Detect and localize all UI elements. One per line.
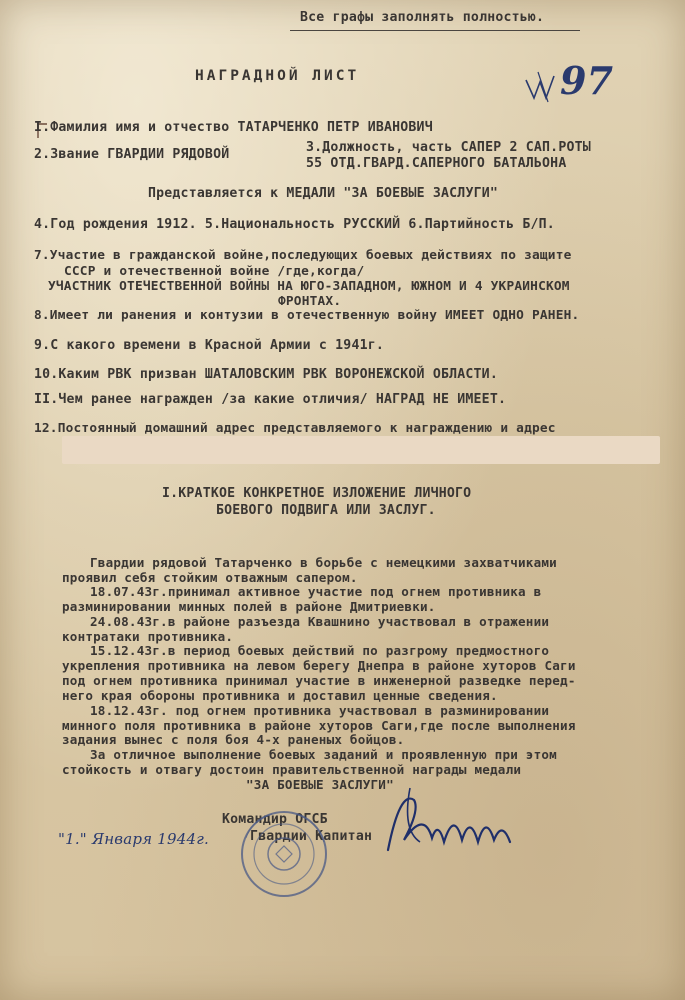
narrative-line: 24.08.43г.в районе разъезда Квашнино участвовал в отражении: [90, 614, 550, 629]
narrative-line: проявил себя стойким отважным сапером.: [62, 570, 358, 585]
signing-date: "1." Января 1944г.: [58, 830, 209, 848]
field-4-6-personal: 4.Год рождения 1912. 5.Национальность РУССКИЙ 6.Партийность Б/П.: [34, 217, 555, 232]
narrative-line: За отличное выполнение боевых заданий и проявленную при этом: [90, 747, 557, 762]
field-10-draft-office: 10.Каким РВК призван ШАТАЛОВСКИМ РВК ВОРОНЕЖСКОЙ ОБЛАСТИ.: [34, 367, 498, 382]
narrative-line: "ЗА БОЕВЫЕ ЗАСЛУГИ": [246, 777, 394, 792]
commander-signature-icon: [380, 780, 530, 880]
instruction-note: Все графы заполнять полностью.: [300, 10, 545, 25]
field-7-answer: УЧАСТНИК ОТЕЧЕСТВЕННОЙ ВОЙНЫ НА ЮГО-ЗАПАДНОМ, ЮЖНОМ И 4 УКРАИНСКОМ: [48, 279, 570, 294]
commander-title: Командир ОГСБ: [222, 812, 328, 827]
narrative-line: 18.07.43г.принимал активное участие под огнем противника в: [90, 584, 542, 599]
narrative-line: минного поля противника в районе хуторов Саги,где после выполнения: [62, 718, 576, 733]
narrative-line: разминировании минных полей в районе Дмитриевки.: [62, 599, 436, 614]
section-heading: I.КРАТКОЕ КОНКРЕТНОЕ ИЗЛОЖЕНИЕ ЛИЧНОГО: [162, 486, 472, 501]
narrative-line: Гвардии рядовой Татарченко в борьбе с немецкими захватчиками: [90, 555, 557, 570]
field-12-address: 12.Постоянный домашний адрес представляемого к награждению и адрес: [34, 421, 556, 436]
field-2-rank: 2.Звание ГВАРДИИ РЯДОВОЙ: [34, 147, 230, 162]
award-recommendation: Представляется к МЕДАЛИ "ЗА БОЕВЫЕ ЗАСЛУГИ": [148, 186, 499, 201]
field-3-position: 3.Должность, часть САПЕР 2 САП.РОТЫ: [306, 140, 591, 155]
field-9-service-start: 9.С какого времени в Красной Армии с 1941г.: [34, 338, 385, 353]
redaction-bar: [62, 436, 660, 464]
field-11-prior-awards: II.Чем ранее награжден /за какие отличия/ НАГРАД НЕ ИМЕЕТ.: [34, 392, 507, 407]
section-heading-cont: БОЕВОГО ПОДВИГА ИЛИ ЗАСЛУГ.: [216, 503, 436, 518]
official-stamp-icon: [238, 808, 330, 900]
field-8-wounds: 8.Имеет ли ранения и контузии в отечественную войну ИМЕЕТ ОДНО РАНЕН.: [34, 308, 580, 323]
narrative-line: него края обороны противника и доставил ценные сведения.: [62, 688, 498, 703]
commander-rank: Гвардии Капитан: [250, 829, 373, 844]
narrative-line: задания вынес с поля боя 4-х раненых бойцов.: [62, 732, 405, 747]
narrative-line: контратаки противника.: [62, 629, 234, 644]
field-7-answer-cont: ФРОНТАХ.: [278, 294, 342, 309]
field-7-question: 7.Участие в гражданской войне,последующих боевых действиях по защите: [34, 248, 572, 263]
field-1-name: I.Фамилия имя и отчество ТАТАРЧЕНКО ПЕТР ИВАНОВИЧ: [34, 120, 433, 135]
note-underline: [290, 30, 580, 31]
field-7-question-cont: СССР и отечественной войне /где,когда/: [64, 264, 365, 279]
corner-number: 97: [560, 58, 614, 103]
document-title: НАГРАДНОЙ ЛИСТ: [195, 68, 360, 84]
narrative-line: укрепления противника на левом берегу Днепра в районе хуторов Саги: [62, 658, 576, 673]
narrative-line: стойкость и отвагу достоин правительственной награды медали: [62, 762, 522, 777]
narrative-line: 18.12.43г. под огнем противника участвовал в разминировании: [90, 703, 550, 718]
narrative-line: под огнем противника принимал участие в инженерной разведке перед-: [62, 673, 576, 688]
narrative-line: 15.12.43г.в период боевых действий по разгрому предмостного: [90, 643, 550, 658]
field-3-unit: 55 ОТД.ГВАРД.САПЕРНОГО БАТАЛЬОНА: [306, 156, 567, 171]
